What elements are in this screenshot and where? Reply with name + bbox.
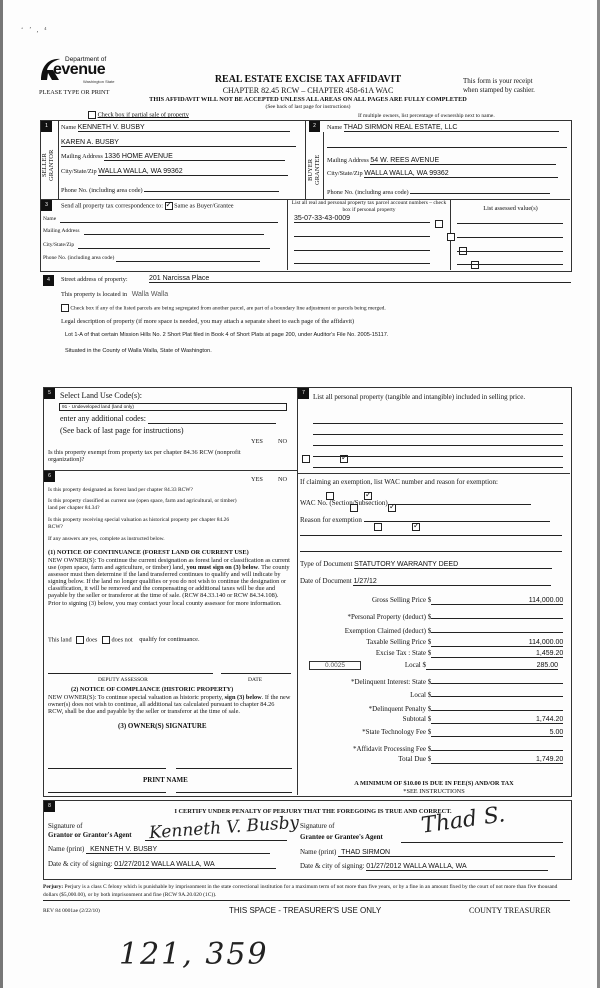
grantor-name-row [48, 845, 270, 854]
assessor-date-label: DATE [248, 677, 263, 683]
exemption-title: If claiming an exemption, list WAC number and reason for exemption: [300, 478, 498, 486]
parcel-1-checkbox[interactable] [435, 220, 443, 228]
exemption-claimed-field[interactable] [431, 624, 563, 633]
grantor-name-field[interactable]: KENNETH V. BUSBY [86, 846, 270, 854]
legal-description-label: Legal description of property (if more space is needed, you may attach a separate sheet to each page of the affidavit) [61, 318, 355, 325]
buyer-name-label: Name [327, 124, 343, 131]
logo-dept: Department of [65, 56, 107, 63]
buyer-mailing-label: Mailing Address [327, 157, 369, 164]
subtotal-field[interactable]: 1,744.20 [431, 716, 563, 724]
corr-mailing-field[interactable] [84, 228, 264, 235]
owner-print-line-2[interactable] [176, 792, 292, 793]
owner-signature-title: (3) OWNER(S) SIGNATURE [118, 722, 207, 730]
grantee-sig-label-2: Grantee or Grantee's Agent [300, 833, 383, 841]
section-5-badge: 5 [44, 388, 55, 399]
buyer-grantee-label: BUYER GRANTEE [307, 154, 321, 186]
grantee-signature-line[interactable] [401, 842, 563, 843]
additional-codes-label: enter any additional codes: [60, 414, 146, 423]
land-use-select[interactable]: 91 - Undeveloped land (land only) [59, 403, 287, 411]
segregated-checkbox[interactable] [61, 304, 69, 312]
owner-print-line[interactable] [176, 768, 292, 769]
logo-word: evenue [53, 61, 106, 78]
exempt-question: Is this property exempt from property tax per chapter 84.36 RCW (nonprofit organization)? [48, 449, 241, 463]
amount-row-personal: *Personal Property (deduct) $ [300, 610, 563, 621]
receipt-note-1: This form is your receipt [463, 77, 533, 85]
treasurer-space-label: THIS SPACE - TREASURER'S USE ONLY [229, 906, 382, 915]
assessed-field-1[interactable] [457, 222, 563, 224]
buyer-phone-field[interactable] [410, 185, 550, 194]
corr-name-field[interactable] [60, 216, 278, 223]
grantee-date-row [300, 862, 548, 871]
buyer-city-row [327, 170, 567, 178]
additional-codes-field[interactable] [148, 414, 276, 424]
legal-description-line-1[interactable]: Lot 1-A of that certain Mission Hills No. 2 Short Plat filed in Book 4 of Short Plats at page 200, under Auditor's File No. 2005-15117. [65, 332, 389, 338]
no-header-6: NO [278, 476, 288, 483]
seller-city-field[interactable]: WALLA WALLA, WA 99362 [98, 168, 288, 176]
delinquent-penalty-field[interactable] [431, 702, 563, 711]
notice-compliance-title: (2) NOTICE OF COMPLIANCE (HISTORIC PROPERTY) [71, 686, 234, 693]
qualify-label: qualify for continuance. [139, 636, 200, 644]
forest-land-question: Is this property designated as forest land per chapter 84.33 RCW? [48, 487, 193, 493]
doc-type-row [300, 560, 552, 569]
amount-row-taxable: Taxable Selling Price $ 114,000.00 [366, 638, 564, 646]
grantee-name-label: Name (print) [300, 848, 337, 856]
personal-property-line-1[interactable] [313, 423, 563, 424]
reason-row [300, 513, 550, 524]
taxable-selling-price-field[interactable]: 114,000.00 [431, 639, 563, 647]
divider [297, 387, 298, 795]
personal-property-deduct-field[interactable] [431, 610, 563, 619]
amount-row-total: Total Due $ 1,749.20 [398, 755, 564, 763]
form-revision: REV 84 0001ae (2/22/10) [43, 908, 100, 914]
print-name-label: PRINT NAME [143, 776, 188, 784]
grantor-name-label: Name (print) [48, 845, 85, 853]
parcel-field-4[interactable] [294, 257, 430, 264]
amount-row-tech-fee: *State Technology Fee $ 5.00 [362, 728, 564, 736]
section-2-badge: 2 [309, 121, 320, 132]
reason-line-3[interactable] [300, 551, 562, 552]
personal-property-line-3[interactable] [313, 445, 563, 446]
personal-property-line-4[interactable] [313, 456, 563, 457]
seller-phone-field[interactable] [144, 183, 279, 192]
amount-row-local-tax: 0.0025 Local $ 285.00 [300, 661, 558, 670]
seller-city-row [61, 168, 299, 176]
seller-phone-label: Phone No. (including area code) [61, 187, 143, 194]
form-title: REAL ESTATE EXCISE TAX AFFIDAVIT [214, 74, 402, 85]
does-not-label: does not [111, 636, 133, 644]
parcel-2-checkbox[interactable] [447, 233, 455, 241]
state-technology-fee-field[interactable]: 5.00 [431, 729, 563, 737]
buyer-phone-label: Phone No. (including area code) [327, 189, 409, 196]
seller-mailing-label: Mailing Address [61, 153, 103, 160]
partial-sale[interactable] [88, 111, 189, 119]
if-yes-note: If any answers are yes, complete as instructed below. [48, 536, 165, 542]
does-checkbox[interactable] [76, 636, 84, 644]
owner-signature-line-2[interactable] [48, 792, 166, 793]
section-8-badge: 8 [44, 801, 55, 812]
same-as-buyer-label: Same as Buyer/Grantee [174, 202, 234, 210]
owner-signature-line[interactable] [48, 768, 166, 769]
doc-date-field[interactable]: 1/27/12 [353, 578, 551, 586]
local-rate-field[interactable]: 0.0025 [309, 661, 361, 670]
corr-city-field[interactable] [78, 242, 270, 249]
corr-name-row: Name [43, 216, 278, 223]
delinquent-interest-state-field[interactable] [431, 675, 563, 684]
historic-question: Is this property receiving special valuation as historical property per chapter 84.26 RCW? [48, 517, 230, 530]
reason-field[interactable] [364, 513, 550, 522]
amount-row-exemption: Exemption Claimed (deduct) $ [300, 624, 563, 635]
notice-continuance-text: NEW OWNER(S): To continue the current designation as forest land or classification as current use (open space, farm and agriculture, or timber) land, you must sign on (3) below. The county assessor must then determine if the land transferred continues to qualify and will indicate by signing below. If the land no longer qualifies or you do not wish to continue the designation or classification, it will be removed and the compensating or additional taxes will be due and payable by the seller or transferor at the time of sale. (RCW 84.33.140 or RCW 84.34.108). Prior to signing (3) below, you may contact your local county assessor for more information. [48, 557, 290, 607]
personal-property-line-5[interactable] [313, 467, 563, 468]
grantee-date-field[interactable]: 01/27/2012 WALLA WALLA, WA [366, 863, 548, 871]
qualify-row [48, 636, 200, 644]
does-label: does [85, 636, 98, 644]
excise-tax-local-field[interactable]: 285.00 [426, 662, 558, 670]
buyer-city-label: City/State/Zip [327, 170, 363, 177]
see-back-note: (See back of last page for instructions) [265, 104, 351, 110]
seller-name-field[interactable]: KENNETH V. BUSBY [78, 124, 290, 132]
exempt-yes-checkbox[interactable] [302, 455, 310, 463]
grantee-sig-label-1: Signature of [300, 822, 335, 830]
grantor-signature[interactable]: Kenneth V. Busby [148, 812, 300, 844]
seller-phone-row [61, 183, 299, 194]
wac-label: WAC No. (Section/Subsection) [300, 499, 388, 507]
divider [323, 132, 324, 199]
handwritten-number: 121, 359 [119, 937, 269, 972]
divider [297, 473, 570, 474]
same-as-buyer-checkbox[interactable] [165, 202, 173, 210]
seller-mailing-field[interactable]: 1336 HOME AVENUE [104, 153, 285, 161]
grantor-date-label: Date & city of signing: [48, 860, 113, 868]
seller-city-label: City/State/Zip [61, 168, 97, 175]
seller-name-row [61, 124, 299, 132]
certify-statement: I CERTIFY UNDER PENALTY OF PERJURY THAT THE FOREGOING IS TRUE AND CORRECT. [174, 808, 452, 815]
please-type: PLEASE TYPE OR PRINT [39, 89, 110, 96]
located-row [61, 291, 168, 298]
section-6-badge: 6 [44, 471, 55, 482]
amount-row-subtotal: Subtotal $ 1,744.20 [402, 715, 564, 723]
does-not-checkbox[interactable] [102, 636, 110, 644]
street-address-field[interactable]: 201 Narcissa Place [149, 275, 571, 283]
current-use-question: Is this property classified as current use (open space, farm and agricultural, or timber) land per chapter 84.34? [48, 498, 237, 511]
grantee-date-label: Date & city of signing: [300, 862, 365, 870]
corner-marks: ‘ ’ , ⁴ [21, 26, 49, 34]
affidavit-processing-fee-field[interactable] [431, 742, 563, 751]
notice-continuance-title: (1) NOTICE OF CONTINUANCE (FOREST LAND OR CURRENT USE) [48, 549, 249, 556]
county-treasurer-label: COUNTY TREASURER [469, 906, 551, 915]
amount-row-delinquent-state: *Delinquent Interest: State $ [300, 675, 563, 686]
assessed-field-4[interactable] [457, 263, 563, 265]
form-subtitle: CHAPTER 82.45 RCW – CHAPTER 458-61A WAC [222, 86, 394, 95]
gross-selling-price-field[interactable]: 114,000.00 [431, 597, 563, 605]
logo-state: Washington State [83, 79, 115, 84]
no-header: NO [278, 438, 288, 445]
parcel-field-2[interactable] [294, 230, 430, 237]
assessed-field-3[interactable] [457, 250, 563, 252]
section-3-badge: 3 [41, 200, 52, 211]
multiple-owners-note: If multiple owners, list percentage of ownership next to name. [358, 113, 495, 119]
deputy-assessor-signature-line[interactable] [48, 673, 213, 674]
grantee-name-field[interactable]: THAD SIRMON [338, 849, 555, 857]
land-use-title: Select Land Use Code(s): [60, 391, 142, 400]
amount-row-processing-fee: *Affidavit Processing Fee $ [300, 742, 563, 753]
grantor-date-field[interactable]: 01/27/2012 WALLA WALLA, WA [114, 861, 276, 869]
seller-mailing-row [61, 153, 299, 161]
divider [58, 120, 59, 199]
wac-row [300, 496, 531, 507]
divider [287, 199, 288, 270]
send-correspondence-row [61, 202, 234, 210]
yes-header-6: YES [251, 476, 263, 483]
personal-property-title: List all personal property (tangible and intangible) included in selling price. [313, 393, 526, 401]
partial-sale-checkbox[interactable] [88, 111, 96, 119]
total-due-field[interactable]: 1,749.20 [431, 756, 563, 764]
buyer-phone-row [327, 185, 567, 196]
segregated-label: Check box if any of the listed parcels are being segregated from another parcel, are part of a boundary line adjustment or parcels being merged. [70, 305, 386, 312]
segregated-row [61, 304, 386, 312]
corr-phone-row: Phone No. (including area code) [43, 255, 260, 262]
corr-city-row: City/State/Zip [43, 242, 270, 249]
parcel-field-3[interactable] [294, 244, 430, 251]
land-use-see-back: (See back of last page for instructions) [60, 426, 184, 435]
buyer-name-field[interactable]: THAD SIRMON REAL ESTATE, LLC [344, 124, 559, 132]
seller-grantor-label: SELLER GRANTOR [41, 149, 55, 182]
corr-mailing-row: Mailing Address [43, 228, 264, 235]
additional-codes-row [60, 414, 276, 424]
amount-row-penalty: *Delinquent Penalty $ [300, 702, 563, 713]
buyer-city-field[interactable]: WALLA WALLA, WA 99362 [364, 170, 558, 178]
buyer-name-row [327, 124, 567, 132]
located-label: This property is located in [61, 291, 128, 298]
divider [43, 470, 297, 471]
grantor-date-row [48, 860, 276, 869]
warning-text: THIS AFFIDAVIT WILL NOT BE ACCEPTED UNLESS ALL AREAS ON ALL PAGES ARE FULLY COMPLETED [149, 96, 467, 103]
grantor-sig-label-1: Signature of [48, 822, 83, 830]
doc-date-row [300, 577, 551, 586]
section-1-badge: 1 [41, 121, 52, 132]
doc-type-label: Type of Document [300, 560, 353, 568]
reason-label: Reason for exemption [300, 516, 362, 524]
personal-property-line-2[interactable] [313, 434, 563, 435]
grantee-signature[interactable]: Thad S. [419, 802, 507, 839]
deputy-assessor-label: DEPUTY ASSESSOR [98, 677, 148, 683]
assessed-header: List assessed value(s) [483, 205, 538, 212]
perjury-notice: Perjury: Perjury is a class C felony which is punishable by imprisonment in the state correctional institution for a maximum term of not more than five years, or by a fine in an amount fixed by the court of not more than five thousand dollars ($5,000.00), or by both imprisonment and fine (RCW 9A.20.020 (1C)). [43, 884, 570, 901]
dor-logo [39, 56, 129, 90]
legal-description-line-2[interactable]: Situated in the County of Walla Walla, State of Washington. [65, 348, 212, 354]
historic-yes-checkbox[interactable] [374, 523, 382, 531]
located-value[interactable]: Walla Walla [131, 291, 169, 298]
minimum-due-note: A MINIMUM OF $10.00 IS DUE IN FEE(S) AND/OR TAX [354, 780, 514, 787]
grantor-sig-label-2: Grantor or Grantor's Agent [48, 831, 132, 839]
grantee-name-row [300, 848, 555, 857]
receipt-note-2: when stamped by cashier. [463, 86, 535, 94]
excise-tax-state-field[interactable]: 1,459.20 [431, 650, 563, 658]
street-address-label: Street address of property: [61, 276, 128, 283]
doc-type-field[interactable]: STATUTORY WARRANTY DEED [354, 561, 552, 569]
divider [305, 120, 306, 199]
notice-compliance-text: NEW OWNER(S): To continue special valuation as historic property, sign (3) below. If the new owner(s) does not wish to continue, all additional tax calculated pursuant to chapter 84.26 RCW, shall be due and payable by the seller or transferor at the time of sale. [48, 694, 291, 715]
corr-phone-field[interactable] [116, 255, 260, 262]
delinquent-interest-local-field[interactable] [431, 688, 563, 697]
partial-sale-label: Check box if partial sale of property [97, 111, 189, 119]
amount-row-state-tax: Excise Tax : State $ 1,459.20 [375, 649, 564, 657]
reason-line-2[interactable] [300, 535, 562, 536]
historic-no-checkbox[interactable] [412, 523, 420, 531]
amount-row-delinquent-local: Local $ [300, 688, 563, 699]
yes-header: YES [251, 438, 263, 445]
send-correspondence-label: Send all property tax correspondence to: [61, 202, 163, 210]
wac-field[interactable] [389, 496, 531, 505]
see-instructions-note: *SEE INSTRUCTIONS [403, 788, 465, 795]
seller-name-label: Name [61, 124, 77, 131]
doc-date-label: Date of Document [300, 577, 352, 585]
buyer-mailing-field[interactable]: 54 W. REES AVENUE [370, 157, 556, 165]
seller-name-2-field[interactable]: KAREN A. BUSBY [61, 139, 296, 147]
section-4-badge: 4 [43, 275, 54, 286]
parcel-field-1[interactable]: 35-07-33-43-0009 [294, 215, 430, 223]
buyer-mailing-row [327, 157, 567, 165]
assessor-date-line[interactable] [221, 673, 291, 674]
this-land-label: This land [48, 636, 72, 644]
buyer-name-2-field[interactable] [327, 139, 567, 148]
section-7-badge: 7 [298, 388, 309, 399]
amount-row-gross: Gross Selling Price $ 114,000.00 [371, 596, 564, 604]
assessed-field-2[interactable] [457, 236, 563, 238]
parcel-header: List all real and personal property tax parcel account numbers – check box if personal property [291, 200, 447, 213]
